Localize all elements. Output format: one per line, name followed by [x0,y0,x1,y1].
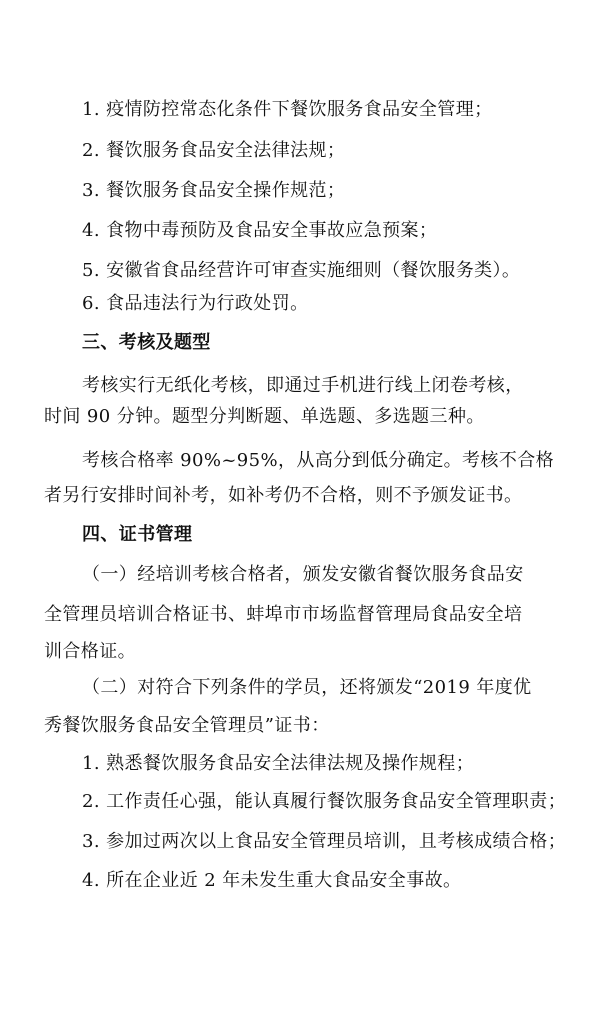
section-heading: 四、证书管理 [82,524,193,545]
paragraph-line: 时间 90 分钟。题型分判断题、单选题、多选题三种。 [44,406,485,427]
paragraph-line: 全管理员培训合格证书、蚌埠市市场监督管理局食品安全培 [44,604,523,625]
list-item: 4. 食物中毒预防及食品安全事故应急预案； [82,220,438,241]
list-item: 3. 餐饮服务食品安全操作规范； [82,180,346,201]
paragraph-line: 秀餐饮服务食品安全管理员”证书： [44,715,330,736]
paragraph-line: （二）对符合下列条件的学员，还将颁发“2019 年度优 [82,677,532,698]
list-item: 1. 熟悉餐饮服务食品安全法律法规及操作规程； [82,753,475,774]
list-item: 5. 安徽省食品经营许可审查实施细则（餐饮服务类）。 [82,260,521,281]
section-heading: 三、考核及题型 [82,332,211,353]
paragraph-line: 考核实行无纸化考核，即通过手机进行线上闭卷考核， [82,375,524,396]
paragraph-line: 训合格证。 [44,641,136,662]
list-item: 1. 疫情防控常态化条件下餐饮服务食品安全管理； [82,99,493,120]
list-item: 2. 工作责任心强，能认真履行餐饮服务食品安全管理职责； [82,791,567,812]
list-item: 4. 所在企业近 2 年未发生重大食品安全事故。 [82,870,462,891]
list-item: 2. 餐饮服务食品安全法律法规； [82,140,346,161]
list-item: 3. 参加过两次以上食品安全管理员培训，且考核成绩合格； [82,831,567,852]
paragraph-line: 考核合格率 90%~95%，从高分到低分确定。考核不合格 [82,450,555,471]
paragraph-line: 者另行安排时间补考，如补考仍不合格，则不予颁发证书。 [44,485,523,506]
list-item: 6. 食品违法行为行政处罚。 [82,293,309,314]
paragraph-line: （一）经培训考核合格者，颁发安徽省餐饮服务食品安 [82,564,524,585]
